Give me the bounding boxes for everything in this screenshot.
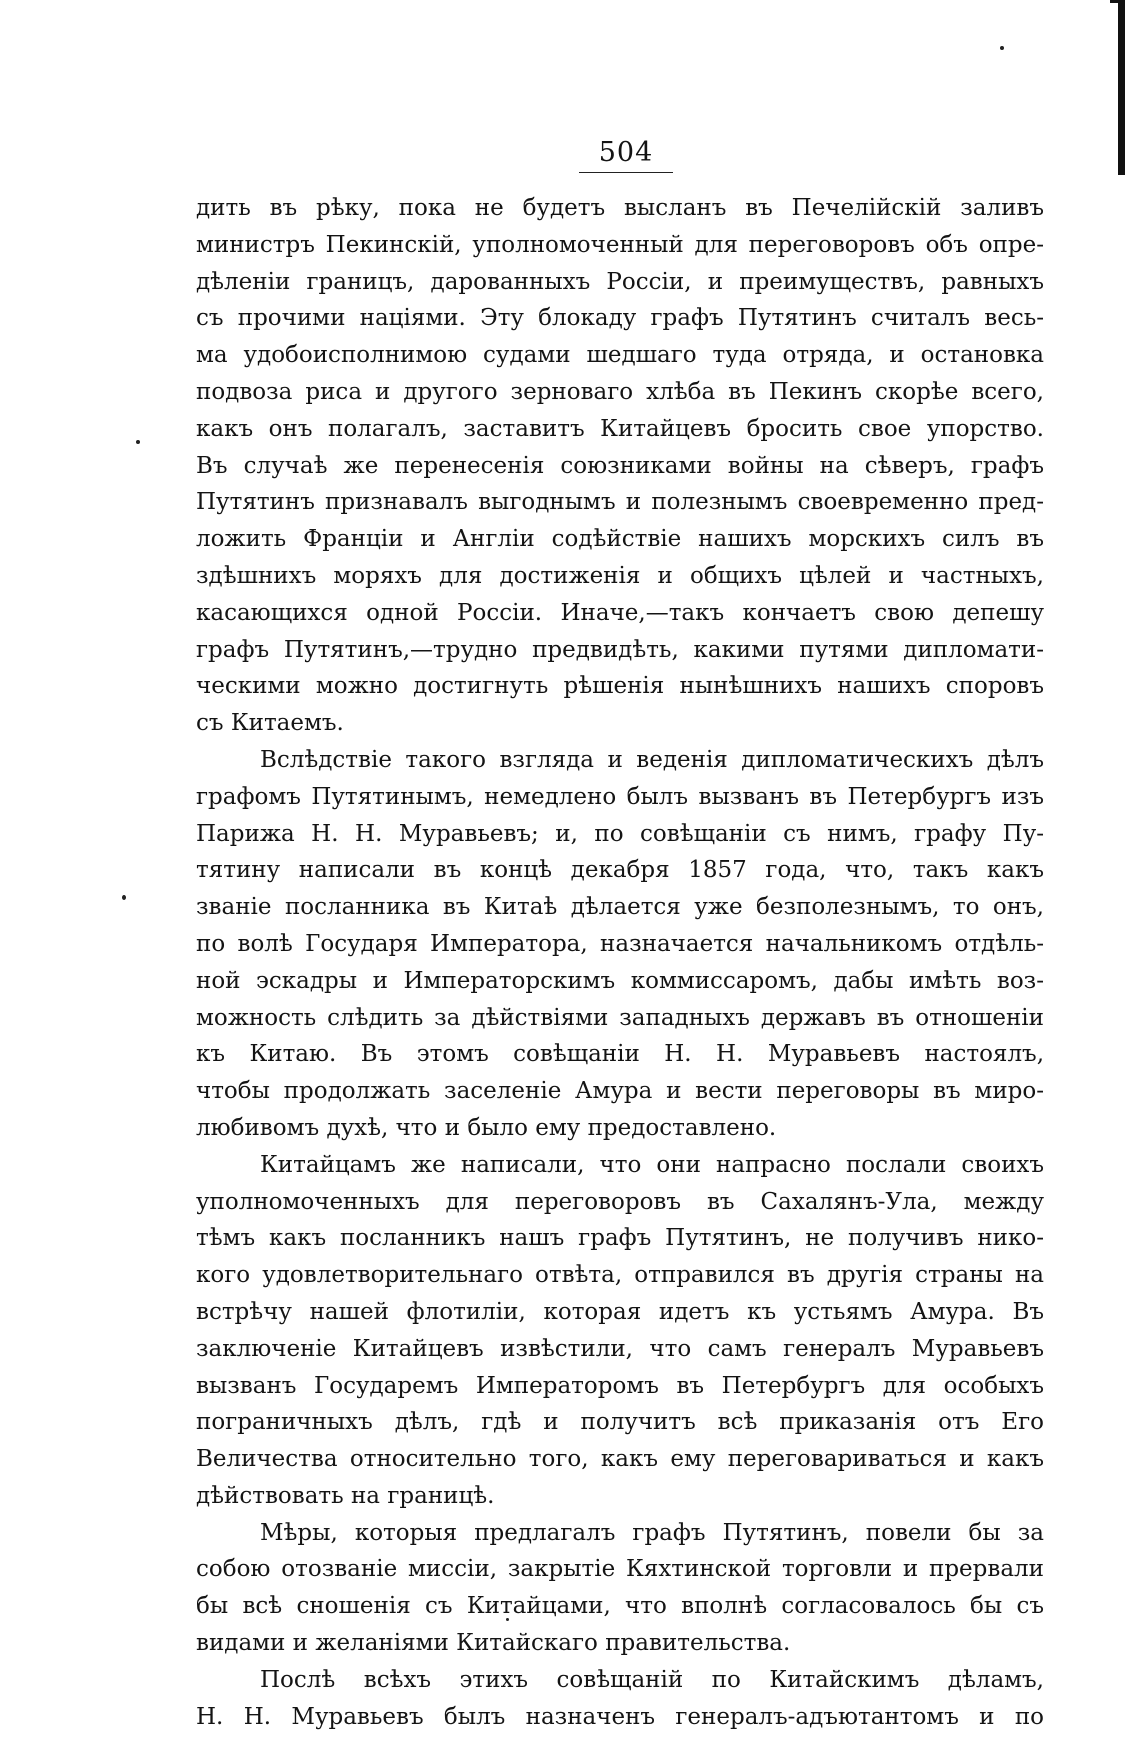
text-line: Китайцамъ же написали, что они напрасно послали своихъ	[260, 1151, 1044, 1178]
text-line: Въ случаѣ же перенесенія союзниками войны на сѣверъ, графъ	[196, 452, 1044, 479]
text-line: чтобы продолжать заселеніе Амура и вести переговоры въ миро-	[196, 1078, 1044, 1105]
text-line: ма удобоисполнимою судами шедшаго туда отряда, и остановка	[196, 342, 1044, 369]
scan-speck	[1000, 46, 1004, 50]
text-line: званіе посланника въ Китаѣ дѣлается уже безполезнымъ, то онъ,	[196, 894, 1044, 921]
text-line: Величества относительно того, какъ ему переговариваться и какъ	[196, 1446, 1044, 1473]
text-line: пограничныхъ дѣлъ, гдѣ и получитъ всѣ приказанія отъ Его	[196, 1409, 1044, 1436]
text-line: касающихся одной Россіи. Иначе,—такъ кончаетъ свою депешу	[196, 599, 1044, 626]
text-line: дить въ рѣку, пока не будетъ высланъ въ Печелійскій заливъ	[196, 195, 1044, 221]
text-line: дѣйствовать на границѣ.	[196, 1482, 495, 1509]
text-line: встрѣчу нашей флотиліи, которая идетъ къ устьямъ Амура. Въ	[196, 1298, 1044, 1325]
text-line: здѣшнихъ моряхъ для достиженія и общихъ цѣлей и частныхъ,	[196, 562, 1044, 589]
text-line: съ Китаемъ.	[196, 710, 344, 737]
text-line: можность слѣдить за дѣйствіями западныхъ державъ въ отношеніи	[196, 1004, 1044, 1031]
scan-speck	[136, 440, 140, 444]
text-line: по волѣ Государя Императора, назначается начальникомъ отдѣль-	[196, 930, 1044, 957]
text-line: вызванъ Государемъ Императоромъ въ Петербургъ для особыхъ	[196, 1372, 1044, 1399]
text-line: собою отозваніе миссіи, закрытіе Кяхтинской торговли и прервали	[196, 1556, 1044, 1583]
text-line: любивомъ духѣ, что и было ему предоставлено.	[196, 1114, 777, 1141]
text-line: Путятинъ признавалъ выгоднымъ и полезнымъ своевременно пред-	[196, 489, 1044, 516]
text-line: бы всѣ сношенія съ Китайцами, что вполнѣ согласовалось бы съ	[196, 1593, 1044, 1620]
text-line: уполномоченныхъ для переговоровъ въ Сахалянъ-Ула, между	[196, 1188, 1044, 1215]
text-line: Вслѣдствіе такого взгляда и веденія дипломатическихъ дѣлъ	[260, 746, 1044, 773]
text-line: заключеніе Китайцевъ извѣстили, что самъ генералъ Муравьевъ	[196, 1335, 1044, 1362]
text-line: ческими можно достигнуть рѣшенія нынѣшнихъ нашихъ споровъ	[196, 673, 1044, 700]
paragraph-5	[196, 1662, 1044, 1736]
text-line: Н. Н. Муравьевъ былъ назначенъ генералъ-адъютантомъ и по	[196, 1703, 1044, 1730]
paragraph-4	[196, 1515, 1044, 1662]
text-line: съ прочими націями. Эту блокаду графъ Путятинъ считалъ весь-	[196, 305, 1044, 332]
page-number: 504	[0, 137, 1140, 173]
text-line: Парижа Н. Н. Муравьевъ; и, по совѣщаніи съ нимъ, графу Пу-	[196, 820, 1044, 847]
body-text	[196, 190, 1044, 1735]
scan-speck	[122, 895, 126, 900]
text-line: дѣленіи границъ, дарованныхъ Россіи, и преимуществъ, равныхъ	[196, 268, 1044, 295]
text-line: Послѣ всѣхъ этихъ совѣщаній по Китайскимъ дѣламъ,	[260, 1666, 1044, 1693]
text-line: какъ онъ полагалъ, заставитъ Китайцевъ бросить свое упорство.	[196, 415, 1044, 442]
text-line: ложить Франціи и Англіи содѣйствіе нашихъ морскихъ силъ въ	[196, 526, 1044, 553]
text-line: кого удовлетворительнаго отвѣта, отправился въ другія страны на	[196, 1262, 1044, 1289]
text-line: министръ Пекинскій, уполномоченный для переговоровъ объ опре-	[196, 231, 1044, 258]
text-line: подвоза риса и другого зерноваго хлѣба въ Пекинъ скорѣе всего,	[196, 378, 1044, 405]
text-line: Мѣры, которыя предлагалъ графъ Путятинъ, повели бы за	[260, 1519, 1044, 1546]
text-line: тѣмъ какъ посланникъ нашъ графъ Путятинъ, не получивъ нико-	[196, 1225, 1044, 1252]
text-line: видами и желаніями Китайскаго правительства.	[196, 1630, 791, 1657]
paragraph-3	[196, 1147, 1044, 1515]
text-line: графомъ Путятинымъ, немедлено былъ вызванъ въ Петербургъ изъ	[196, 783, 1044, 810]
paragraph-2	[196, 742, 1044, 1147]
text-line: графъ Путятинъ,—трудно предвидѣть, какими путями дипломати-	[196, 636, 1044, 663]
text-line: тятину написали въ концѣ декабря 1857 года, что, такъ какъ	[196, 857, 1044, 884]
text-line: къ Китаю. Въ этомъ совѣщаніи Н. Н. Муравьевъ настоялъ,	[196, 1041, 1044, 1068]
text-line: ной эскадры и Императорскимъ коммиссаромъ, дабы имѣть воз-	[196, 967, 1044, 994]
paragraph-1	[196, 190, 1044, 742]
